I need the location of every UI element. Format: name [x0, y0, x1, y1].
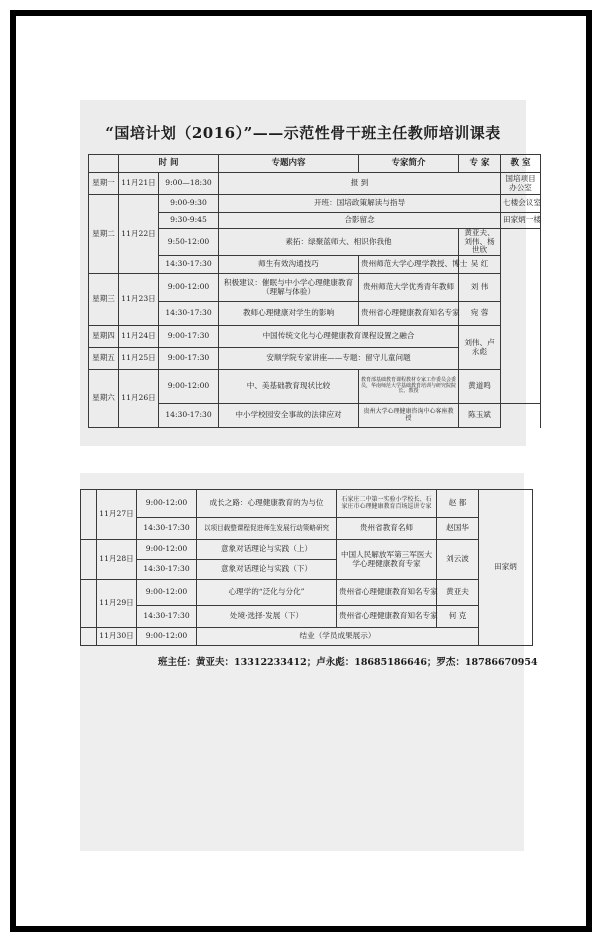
- intro-cell: 贵州省教育名师: [337, 518, 437, 540]
- intro-cell: 教育部基础教育课程教材专家工作委员会委员，华南师范大学基础教育培训与研究院院长、教授: [359, 370, 459, 404]
- topic-cell: 师生有效沟通技巧: [219, 256, 359, 274]
- time-cell: 9:30-9:45: [159, 213, 219, 229]
- intro-cell: 贵州师范大学优秀青年教师: [359, 274, 459, 302]
- time-cell: 14:30-17:30: [159, 256, 219, 274]
- expert-cell: 黄道鸣: [459, 370, 501, 404]
- day-cell: 星期一: [89, 173, 119, 195]
- expert-cell: 何 克: [437, 606, 479, 628]
- table-row: [81, 580, 533, 606]
- time-cell: 14:30-17:30: [159, 404, 219, 428]
- intro-cell: 贵州大学心理健康咨询中心客座教授: [359, 404, 459, 428]
- time-cell: 9:00-17:30: [159, 348, 219, 370]
- date-cell: 11月23日: [119, 274, 159, 326]
- time-cell: 14:30-17:30: [137, 606, 197, 628]
- intro-cell: 贵州师范大学心理学教授、博士: [359, 256, 459, 274]
- topic-cell: 意象对话理论与实践（下）: [197, 560, 337, 580]
- time-cell: 9:00-12:00: [159, 370, 219, 404]
- expert-cell: 赵 都: [437, 490, 479, 518]
- time-cell: 9:00-17:30: [159, 326, 219, 348]
- date-cell: 11月27日: [97, 490, 137, 540]
- expert-cell: 宛 蓉: [459, 302, 501, 326]
- table-row: [89, 370, 541, 404]
- topic-cell: 成长之路：心理健康教育的为与位: [197, 490, 337, 518]
- table-row: [81, 518, 533, 540]
- topic-cell: 合影留念: [219, 213, 501, 229]
- expert-cell: 黄亚夫: [437, 580, 479, 606]
- table-row: [81, 606, 533, 628]
- date-cell: 11月21日: [119, 173, 159, 195]
- date-cell: 11月24日: [119, 326, 159, 348]
- header-topic: 专题内容: [219, 155, 359, 173]
- time-cell: 9:00-12:00: [137, 580, 197, 606]
- time-cell: 9:00—18:30: [159, 173, 219, 195]
- day-cell: [81, 490, 97, 540]
- table-row: [89, 274, 541, 302]
- expert-cell: 刘 伟: [459, 274, 501, 302]
- date-cell: 11月28日: [97, 540, 137, 580]
- table-row: [81, 490, 533, 518]
- table-row: [81, 628, 533, 646]
- topic-cell: 报 到: [219, 173, 501, 195]
- date-cell: 11月30日: [97, 628, 137, 646]
- table-row: [89, 326, 541, 348]
- expert-cell: 赵国华: [437, 518, 479, 540]
- date-cell: 11月25日: [119, 348, 159, 370]
- topic-cell: 安顺学院专家讲座——专题：留守儿童问题: [219, 348, 459, 370]
- photo-frame: [10, 10, 592, 932]
- room-cell: 田家炳一楼: [501, 213, 541, 229]
- header-room: 教 室: [501, 155, 541, 173]
- room-cell: 田家炳: [479, 490, 533, 646]
- time-cell: 9:50-12:00: [159, 229, 219, 256]
- day-cell: [81, 540, 97, 580]
- table-header-row: [89, 155, 541, 173]
- time-cell: 9:00-12:00: [137, 628, 197, 646]
- day-cell: [81, 580, 97, 628]
- schedule-title: “国培计划（2016）”——示范性骨干班主任教师培训课表: [105, 124, 501, 142]
- header-time: 时 间: [119, 155, 219, 173]
- header-expert: 专 家: [459, 155, 501, 173]
- table-row: [89, 173, 541, 195]
- header-intro: 专家简介: [359, 155, 459, 173]
- schedule-table-bottom: [80, 489, 533, 646]
- date-cell: 11月29日: [97, 580, 137, 628]
- table-row: [81, 540, 533, 560]
- time-cell: 9:00-12:00: [159, 274, 219, 302]
- topic-cell: 结业（学员成果展示）: [197, 628, 479, 646]
- day-cell: 星期六: [89, 370, 119, 428]
- expert-cell: 刘伟、卢永彪: [459, 326, 501, 370]
- schedule-table-top: [88, 154, 541, 428]
- topic-cell: 处境·选择·发展（下）: [197, 606, 337, 628]
- topic-cell: 中、美基础教育现状比较: [219, 370, 359, 404]
- room-cell: [501, 229, 541, 404]
- time-cell: 14:30-17:30: [137, 518, 197, 540]
- expert-cell: 陈玉斌: [459, 404, 501, 428]
- topic-cell: 中小学校园安全事故的法律应对: [219, 404, 359, 428]
- intro-cell: 贵州省心理健康教育知名专家: [337, 580, 437, 606]
- intro-cell: 石家庄二中第一实验小学校长、石家庄市心理健康教育百场巡讲专家: [337, 490, 437, 518]
- topic-cell: 意象对话理论与实践（上）: [197, 540, 337, 560]
- expert-cell: 黄亚夫、刘伟、杨世欣: [459, 229, 501, 256]
- header-blank: [89, 155, 119, 173]
- topic-cell: 心理学的“泛化与分化”: [197, 580, 337, 606]
- expert-cell: 吴 红: [459, 256, 501, 274]
- photo-background: [16, 16, 586, 926]
- time-cell: 9:00-12:00: [137, 540, 197, 560]
- topic-cell: 以项目载整课程促进师生发展行动策略研究: [197, 518, 337, 540]
- intro-cell: 贵州省心理健康教育知名专家: [359, 302, 459, 326]
- topic-cell: 素拓：绿聚蓝师大、相识你我他: [219, 229, 459, 256]
- topic-cell: 教师心理健康对学生的影响: [219, 302, 359, 326]
- date-cell: 11月22日: [119, 195, 159, 274]
- date-cell: 11月26日: [119, 370, 159, 428]
- time-cell: 14:30-17:30: [159, 302, 219, 326]
- schedule-page-bottom: [80, 473, 538, 851]
- day-cell: 星期四: [89, 326, 119, 348]
- day-cell: 星期三: [89, 274, 119, 326]
- expert-cell: 刘云波: [437, 540, 479, 580]
- time-cell: 14:30-17:30: [137, 560, 197, 580]
- room-cell: 国培项目办公室: [501, 173, 541, 195]
- day-cell: 星期五: [89, 348, 119, 370]
- time-cell: 9:00-9:30: [159, 195, 219, 213]
- intro-cell: 贵州省心理健康教育知名专家: [337, 606, 437, 628]
- table-row: [89, 195, 541, 213]
- intro-cell: 中国人民解放军第三军医大学心理健康教育专家: [337, 540, 437, 580]
- room-cell: 七楼会议室: [501, 195, 541, 213]
- day-cell: 星期二: [89, 195, 119, 274]
- day-cell: [81, 628, 97, 646]
- topic-cell: 中国传统文化与心理健康教育课程设置之融合: [219, 326, 459, 348]
- schedule-page-top: [80, 100, 541, 446]
- time-cell: 9:00-12:00: [137, 490, 197, 518]
- topic-cell: 积极建议：催眠与中小学心理健康教育（理解与体验）: [219, 274, 359, 302]
- contact-line: 班主任：黄亚夫：13312233412；卢永彪：18685186646；罗杰：18786670954: [158, 657, 538, 668]
- topic-cell: 开班：国培政策解读与指导: [219, 195, 501, 213]
